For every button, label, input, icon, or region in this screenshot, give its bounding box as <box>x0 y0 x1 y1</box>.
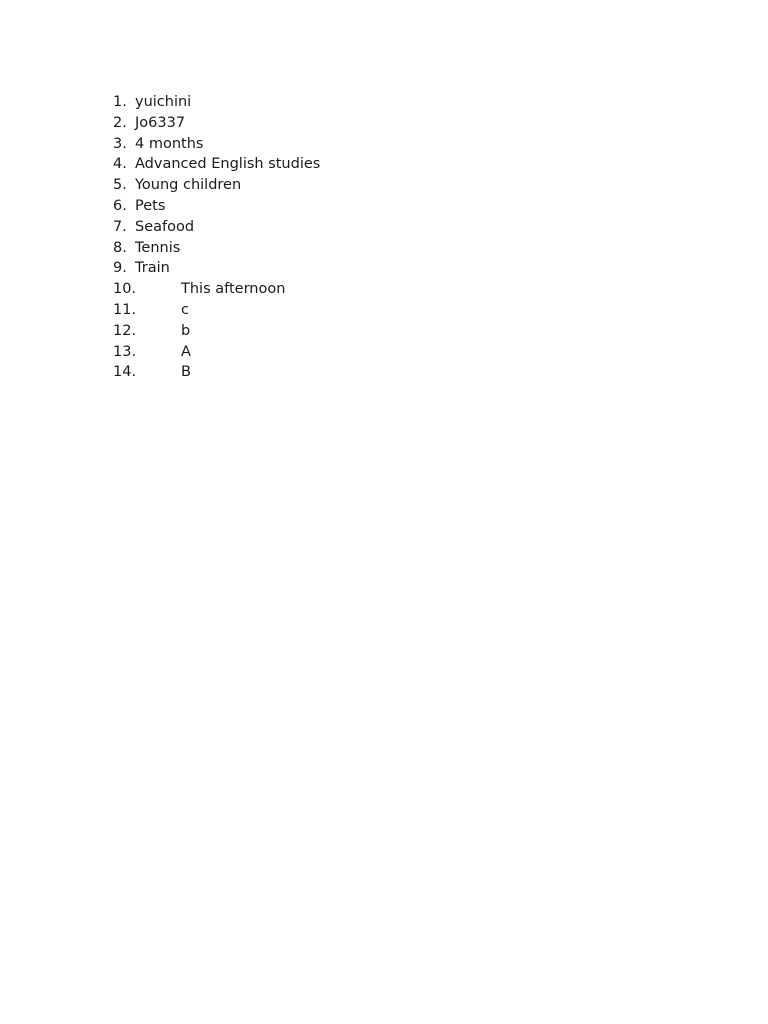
item-number: 14. <box>113 364 137 381</box>
list-item <box>113 217 320 238</box>
item-number: 9. <box>113 260 127 277</box>
list-item <box>113 300 320 321</box>
list-item <box>113 154 320 175</box>
list-item <box>113 279 320 300</box>
item-text: B <box>181 364 191 381</box>
list-item <box>113 258 320 279</box>
list-item <box>113 175 320 196</box>
item-text: Advanced English studies <box>135 156 321 173</box>
item-number: 12. <box>113 322 137 339</box>
item-text: Jo6337 <box>135 114 186 131</box>
item-text: Train <box>135 260 170 277</box>
list-item <box>113 92 320 113</box>
item-number: 11. <box>113 301 137 318</box>
item-number: 3. <box>113 135 127 152</box>
item-text: b <box>181 322 191 339</box>
item-number: 10. <box>113 281 137 298</box>
item-text: Seafood <box>135 218 195 235</box>
item-number: 1. <box>113 94 127 110</box>
item-number: 2. <box>113 114 127 131</box>
item-number: 4. <box>113 156 127 173</box>
list-item <box>113 113 320 134</box>
item-number: 5. <box>113 177 127 194</box>
list-item <box>113 342 320 363</box>
item-text: A <box>181 343 191 360</box>
item-number: 7. <box>113 218 127 235</box>
item-text: c <box>181 301 189 318</box>
item-text: Pets <box>135 197 166 214</box>
item-text: This afternoon <box>181 281 286 298</box>
list-item <box>113 134 320 155</box>
list-item <box>113 321 320 342</box>
answer-list <box>113 92 320 383</box>
item-number: 13. <box>113 343 137 360</box>
list-item <box>113 238 320 259</box>
list-item <box>113 196 320 217</box>
item-text: Tennis <box>135 239 181 256</box>
list-item <box>113 362 320 383</box>
item-text: Young children <box>135 177 242 194</box>
item-number: 6. <box>113 197 127 214</box>
item-number: 8. <box>113 239 127 256</box>
item-text: yuichini <box>135 94 192 110</box>
item-text: 4 months <box>135 135 204 152</box>
